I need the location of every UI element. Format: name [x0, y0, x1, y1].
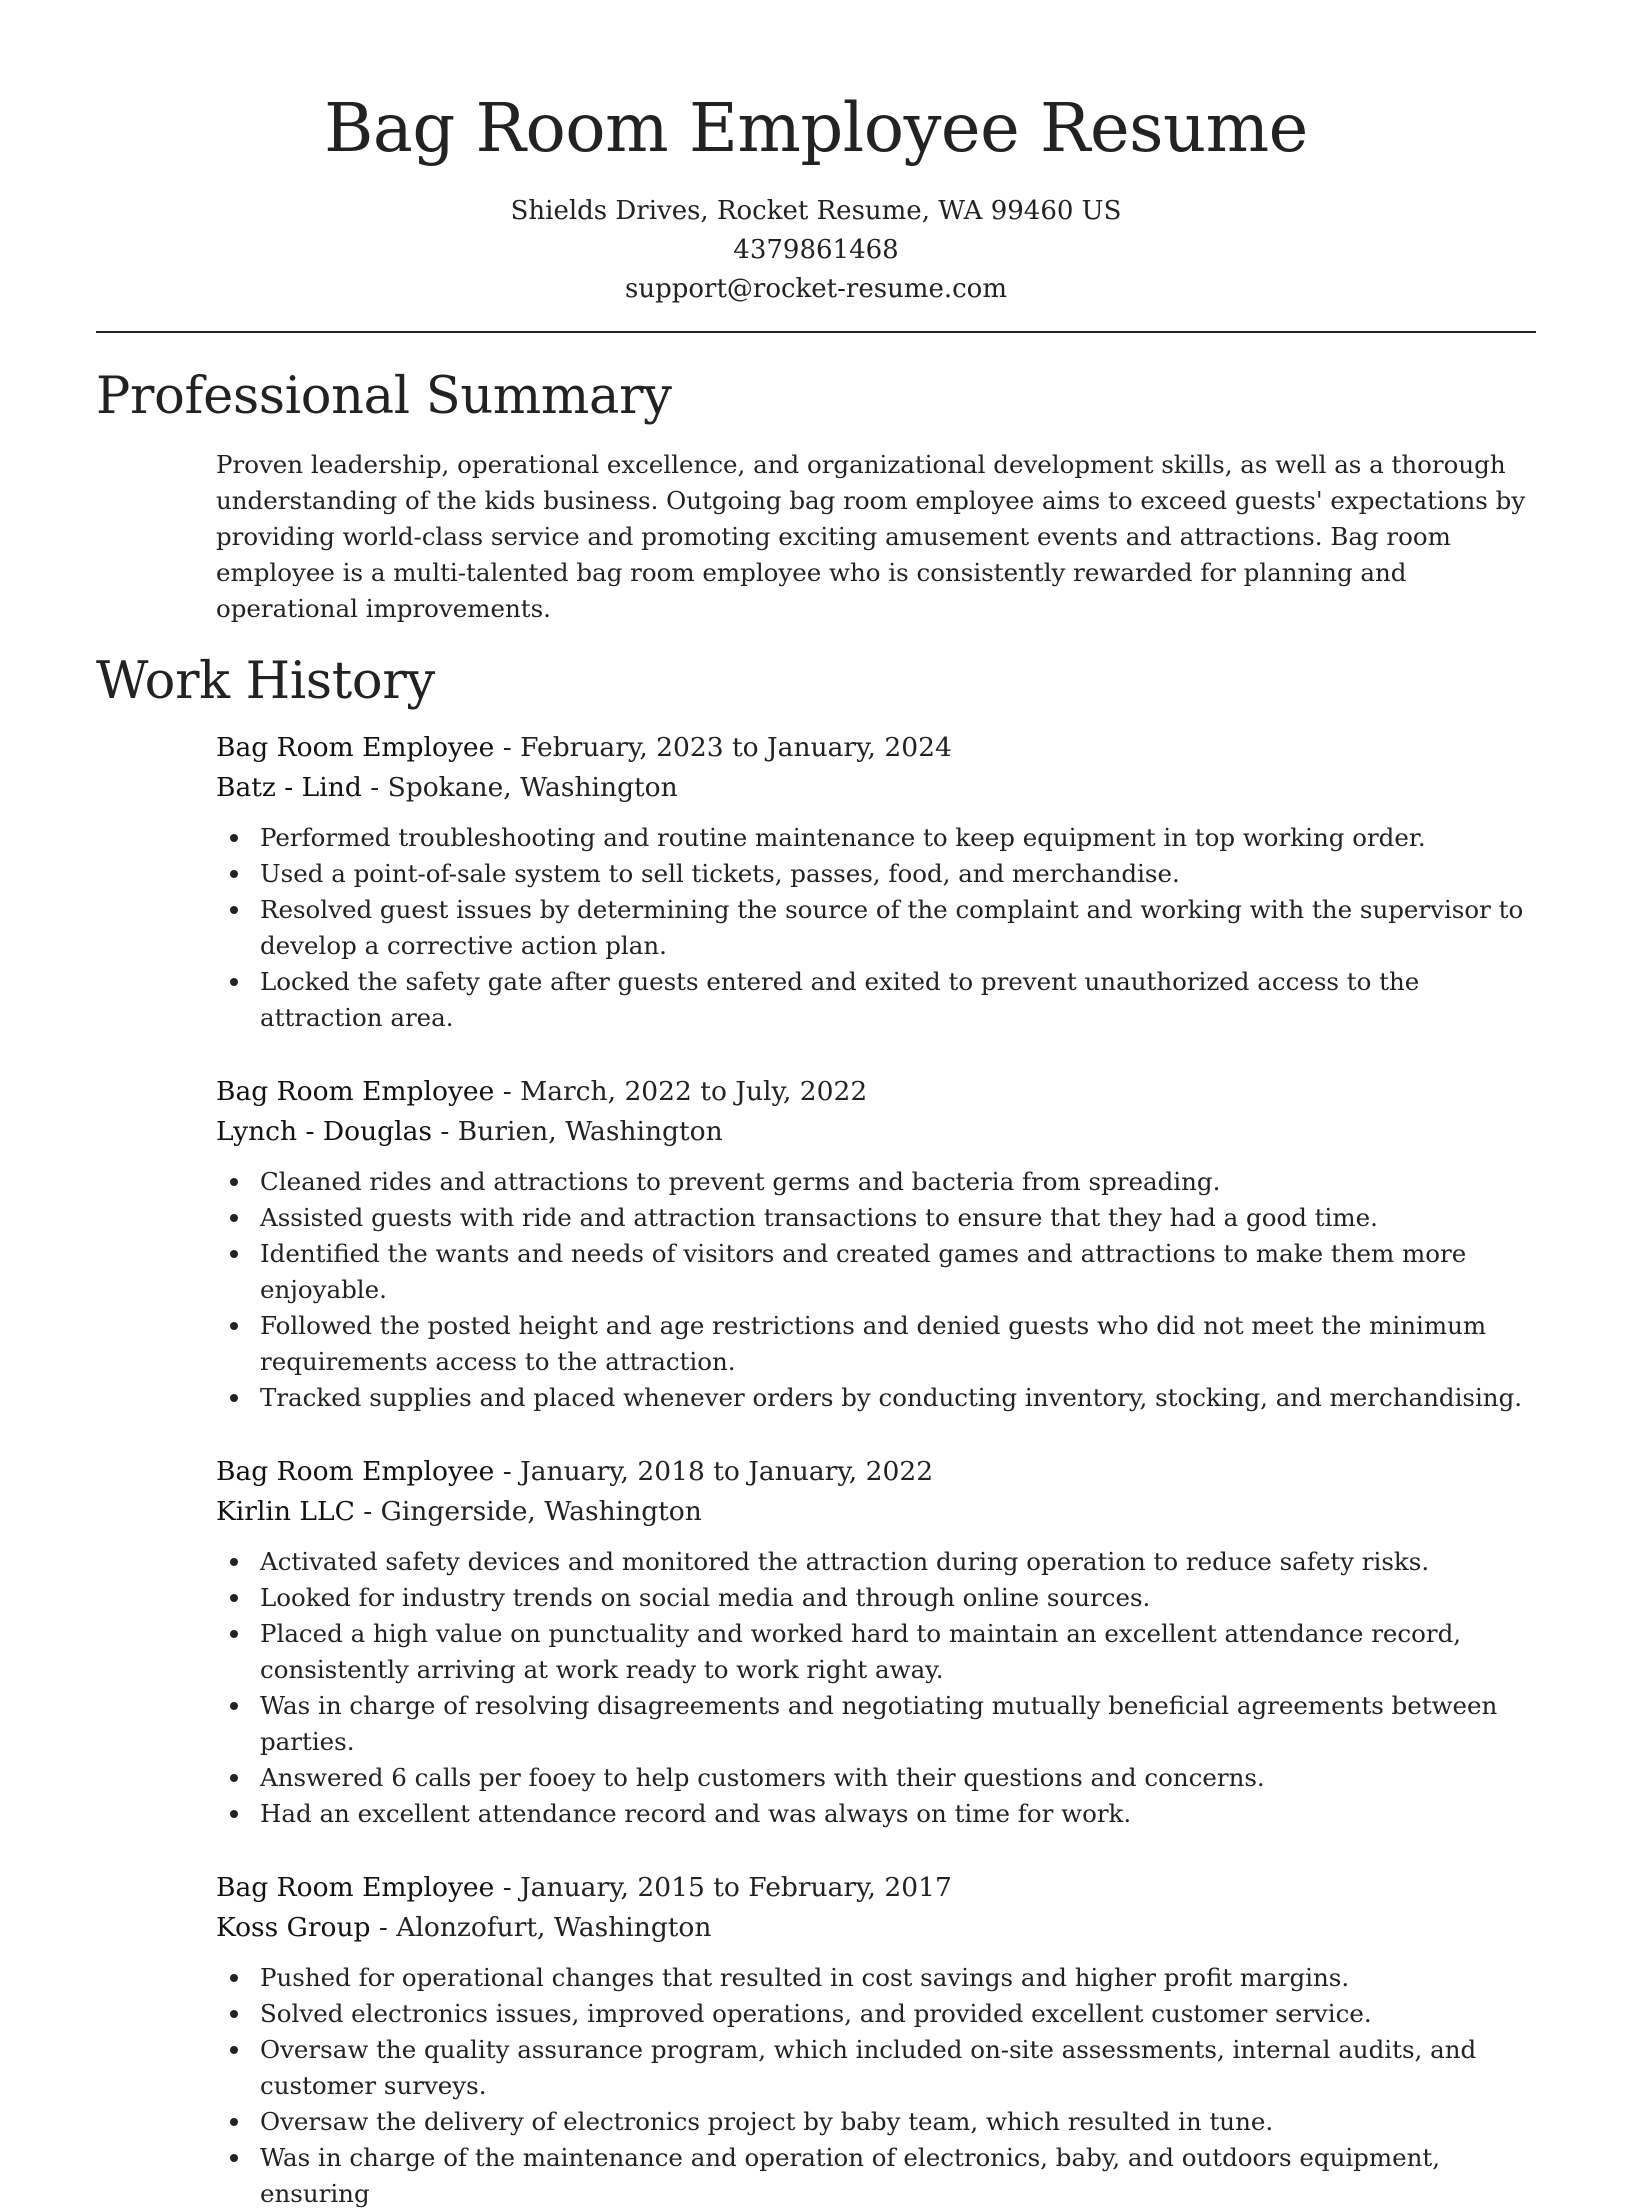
job-duty-text: Pushed for operational changes that resulted in cost savings and higher profit margins. [260, 1963, 1350, 1992]
job-duty-text: Placed a high value on punctuality and worked hard to maintain an excellent attendance record, consistently arriving at work ready to work right away. [260, 1619, 1462, 1684]
work-history-heading: Work History [96, 652, 435, 711]
job-duty-text: Tracked supplies and placed whenever orders by conducting inventory, stocking, and merchandising. [260, 1383, 1523, 1412]
bullet-icon [230, 2046, 238, 2054]
job-duty-text: Solved electronics issues, improved operations, and provided excellent customer service. [260, 1999, 1372, 2028]
job-company: Koss Group [216, 1912, 371, 1943]
job-duties-list [216, 1544, 1536, 1832]
job-dates: - January, 2015 to February, 2017 [494, 1872, 952, 1903]
job-duty-text: Assisted guests with ride and attraction transactions to ensure that they had a good time. [260, 1203, 1378, 1232]
job-duties-list [216, 1164, 1536, 1416]
job-duty [216, 1996, 1536, 2032]
job-company: Kirlin LLC [216, 1496, 355, 1527]
job-location: - Alonzofurt, Washington [370, 1912, 712, 1943]
email-address: support@rocket-resume.com [624, 274, 1007, 304]
phone-number: 4379861468 [733, 235, 899, 265]
job-duty [216, 964, 1536, 1036]
job-duty [216, 1796, 1536, 1832]
bullet-icon [230, 1250, 238, 1258]
job-duties-list [216, 1960, 1536, 2212]
job-company-line [216, 1112, 1536, 1152]
job-duty [216, 1760, 1536, 1796]
job-duty-text: Was in charge of resolving disagreements and negotiating mutually beneficial agreements between parties. [260, 1691, 1498, 1756]
job-duty [216, 856, 1536, 892]
job-duty [216, 2104, 1536, 2140]
job-title-line [216, 728, 1536, 768]
bullet-icon [230, 1702, 238, 1710]
job-duty-text: Followed the posted height and age restrictions and denied guests who did not meet the minimum requirements access to the attraction. [260, 1311, 1487, 1376]
bullet-icon [230, 2154, 238, 2162]
bullet-icon [230, 2118, 238, 2126]
job-duty-text: Resolved guest issues by determining the source of the complaint and working with the supervisor to develop a corrective action plan. [260, 895, 1524, 960]
bullet-icon [230, 1594, 238, 1602]
job-company-line [216, 768, 1536, 808]
header-divider [96, 331, 1536, 333]
resume-title: Bag Room Employee Resume [324, 89, 1308, 167]
job-entry [216, 1452, 1536, 1832]
job-duty [216, 820, 1536, 856]
job-dates: - February, 2023 to January, 2024 [494, 732, 952, 763]
bullet-icon [230, 1178, 238, 1186]
job-company: Lynch - Douglas [216, 1116, 432, 1147]
job-company-line [216, 1908, 1536, 1948]
job-dates: - March, 2022 to July, 2022 [494, 1076, 868, 1107]
job-duty [216, 1544, 1536, 1580]
job-duties-list [216, 820, 1536, 1036]
bullet-icon [230, 1974, 238, 1982]
summary-text: Proven leadership, operational excellence, and organizational development skills, as well as a thorough understanding of the kids business. Outgoing bag room employee aims to exceed guests' expectations by providing world-class service and promoting exciting amusement events and attractions. Bag room employee is a multi-talented bag room employee who is consistently rewarded for planning and operational improvements. [216, 450, 1526, 623]
job-duty-text: Oversaw the quality assurance program, which included on-site assessments, internal audits, and customer surveys. [260, 2035, 1477, 2100]
bullet-icon [230, 834, 238, 842]
job-duty-text: Looked for industry trends on social media and through online sources. [260, 1583, 1151, 1612]
job-dates: - January, 2018 to January, 2022 [494, 1456, 934, 1487]
summary-heading: Professional Summary [96, 367, 672, 426]
bullet-icon [230, 870, 238, 878]
job-position: Bag Room Employee [216, 1456, 495, 1487]
job-title-line [216, 1072, 1536, 1112]
job-duty [216, 1308, 1536, 1380]
job-position: Bag Room Employee [216, 1872, 495, 1903]
bullet-icon [230, 1394, 238, 1402]
bullet-icon [230, 2010, 238, 2018]
job-position: Bag Room Employee [216, 732, 495, 763]
job-duty-text: Was in charge of the maintenance and operation of electronics, baby, and outdoors equipment, ensuring [260, 2143, 1441, 2208]
job-duty [216, 1688, 1536, 1760]
job-duty-text: Oversaw the delivery of electronics project by baby team, which resulted in tune. [260, 2107, 1274, 2136]
job-duty-text: Locked the safety gate after guests entered and exited to prevent unauthorized access to the attraction area. [260, 967, 1420, 1032]
job-duty [216, 1164, 1536, 1200]
job-duty [216, 1616, 1536, 1688]
bullet-icon [230, 1774, 238, 1782]
bullet-icon [230, 1214, 238, 1222]
job-duty-text: Activated safety devices and monitored the attraction during operation to reduce safety risks. [260, 1547, 1430, 1576]
job-duty-text: Used a point-of-sale system to sell tickets, passes, food, and merchandise. [260, 859, 1180, 888]
bullet-icon [230, 978, 238, 986]
job-position: Bag Room Employee [216, 1076, 495, 1107]
job-duty [216, 2140, 1536, 2212]
job-location: - Burien, Washington [432, 1116, 723, 1147]
job-location: - Spokane, Washington [361, 772, 678, 803]
job-duty-text: Performed troubleshooting and routine maintenance to keep equipment in top working order. [260, 823, 1426, 852]
job-entry [216, 1868, 1536, 2212]
job-duty-text: Had an excellent attendance record and was always on time for work. [260, 1799, 1132, 1828]
bullet-icon [230, 1558, 238, 1566]
job-duty [216, 1960, 1536, 1996]
job-duty [216, 892, 1536, 964]
job-title-line [216, 1452, 1536, 1492]
bullet-icon [230, 1630, 238, 1638]
job-duty-text: Identified the wants and needs of visitors and created games and attractions to make them more enjoyable. [260, 1239, 1467, 1304]
job-company: Batz - Lind [216, 772, 362, 803]
job-duty [216, 1380, 1536, 1416]
bullet-icon [230, 1322, 238, 1330]
job-duty [216, 1580, 1536, 1616]
job-duty [216, 1200, 1536, 1236]
job-duty-text: Cleaned rides and attractions to prevent germs and bacteria from spreading. [260, 1167, 1221, 1196]
bullet-icon [230, 906, 238, 914]
address: Shields Drives, Rocket Resume, WA 99460 US [510, 196, 1122, 226]
job-duty [216, 1236, 1536, 1308]
job-entry [216, 728, 1536, 1036]
job-entry [216, 1072, 1536, 1416]
job-duty-text: Answered 6 calls per fooey to help customers with their questions and concerns. [260, 1763, 1265, 1792]
job-title-line [216, 1868, 1536, 1908]
contact-info [96, 192, 1536, 309]
resume-header [96, 0, 1536, 309]
job-location: - Gingerside, Washington [354, 1496, 702, 1527]
bullet-icon [230, 1810, 238, 1818]
job-duty [216, 2032, 1536, 2104]
job-company-line [216, 1492, 1536, 1532]
